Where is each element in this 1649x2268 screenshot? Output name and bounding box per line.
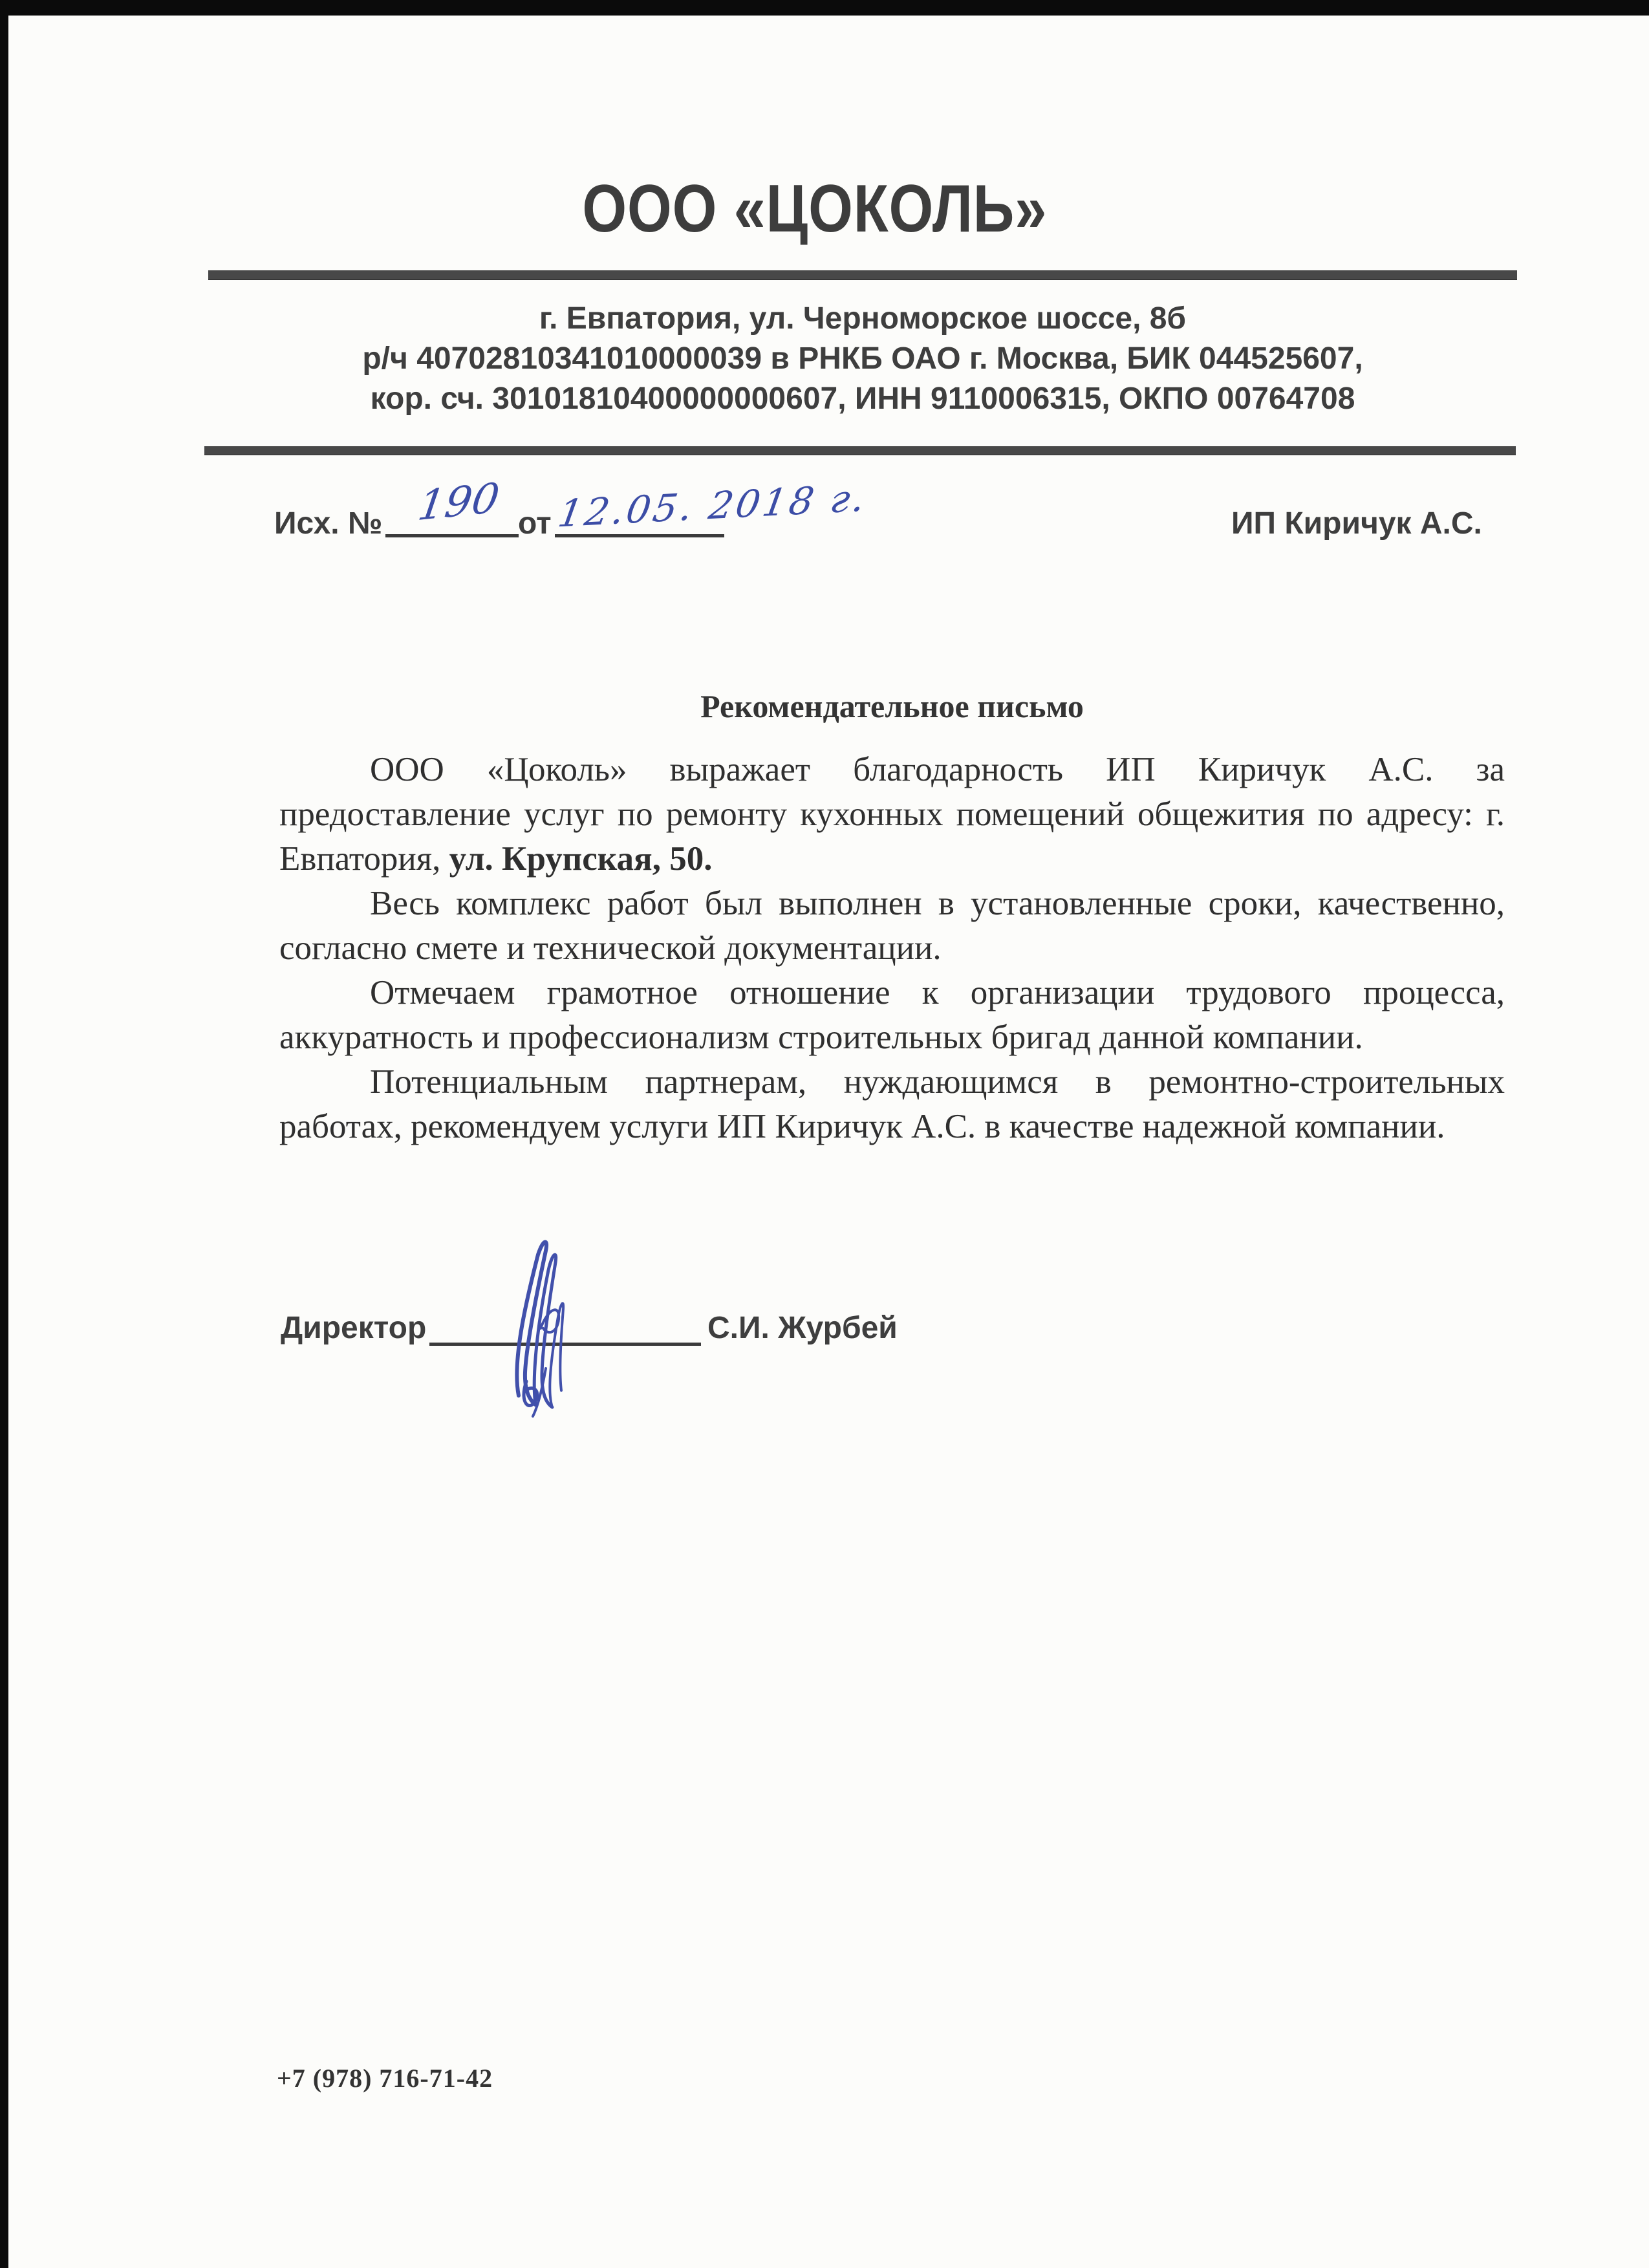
company-name xyxy=(158,173,1471,244)
letter-line-segment: Весь комплекс работ был выполнен в установленные сроки, качественно, xyxy=(370,885,1505,922)
letter-line-segment: Отмечаем грамотное отношение к организации трудового процесса, xyxy=(370,974,1505,1011)
signature-scribble xyxy=(499,1233,596,1420)
outgoing-number-handwritten: 190 xyxy=(415,474,502,531)
letter-line-segment: аккуратность и профессионализм строительных бригад данной компании. xyxy=(279,1019,1363,1056)
letter-line-segment: Потенциальным партнерам, нуждающимся в ремонтно-строительных xyxy=(370,1063,1505,1101)
scan-artifact-top-bar xyxy=(0,0,1649,16)
letter-line-segment: работах, рекомендуем услуги ИП Киричук А.С. в качестве надежной компании. xyxy=(279,1108,1445,1145)
letter-line-segment: ООО «Цоколь» выражает благодарность ИП Киричук А.С. за xyxy=(370,751,1505,788)
letterhead-address-line: р/ч 40702810341010000039 в РНКБ ОАО г. Москва, БИК 044525607, xyxy=(362,341,1363,376)
letter-line xyxy=(279,1060,1505,1105)
company-name-text: ООО «ЦОКОЛЬ» xyxy=(582,171,1048,246)
outgoing-number-label: Исх. № xyxy=(274,506,383,541)
letterhead-rule-top xyxy=(208,270,1517,279)
signature-name: С.И. Журбей xyxy=(707,1311,898,1345)
letter-line xyxy=(279,837,1505,881)
letter-line-segment: согласно смете и технической документации. xyxy=(279,929,942,967)
letter-title: Рекомендательное письмо xyxy=(700,688,1084,724)
letter-line xyxy=(279,1105,1505,1149)
footer-phone: +7 (978) 716-71-42 xyxy=(277,2064,493,2093)
letterhead-rule-bottom xyxy=(204,446,1516,455)
date-from-label: от xyxy=(518,506,552,541)
letterhead-address-line: кор. сч. 30101810400000000607, ИНН 9110006315, ОКПО 00764708 xyxy=(370,382,1355,416)
letter-body xyxy=(279,748,1505,1149)
letter-line-bold-segment: ул. Крупская, 50. xyxy=(449,840,713,878)
letter-line-segment: Евпатория, xyxy=(279,840,449,878)
letterhead-address-line: г. Евпатория, ул. Черноморское шоссе, 8б xyxy=(539,301,1187,336)
scan-artifact-left-bar xyxy=(0,0,8,2268)
letterhead-address xyxy=(207,299,1518,419)
addressee: ИП Киричук А.С. xyxy=(1231,506,1482,541)
letter-line-segment: предоставление услуг по ремонту кухонных помещений общежития по адресу: г. xyxy=(279,795,1505,833)
letter-line xyxy=(279,881,1505,926)
letter-line xyxy=(279,971,1505,1015)
signature-role: Директор xyxy=(281,1311,427,1345)
date-handwritten: 12.05. 2018 г. xyxy=(555,475,871,536)
letter-line xyxy=(279,1015,1505,1060)
letter-line xyxy=(279,926,1505,971)
letter-line xyxy=(279,792,1505,837)
letter-line xyxy=(279,748,1505,792)
